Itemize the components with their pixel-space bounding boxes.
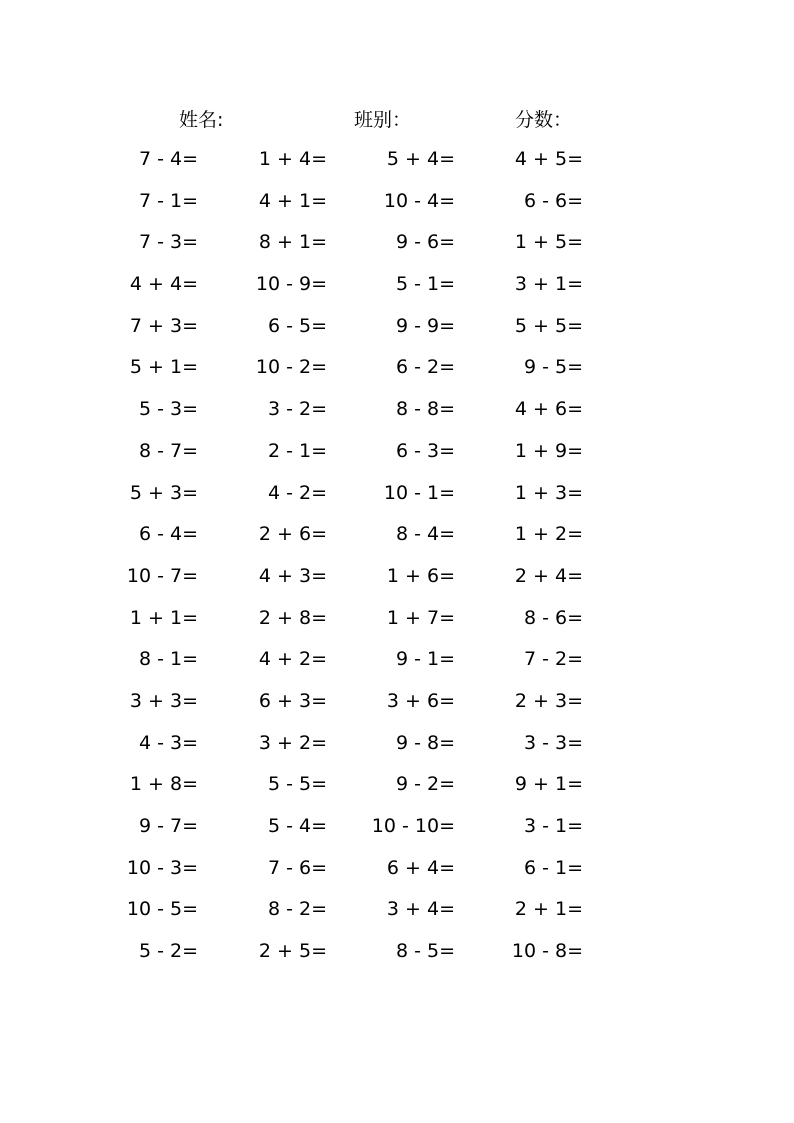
score-label: 分数： — [515, 109, 573, 131]
problem-item: 3 - 2= — [267, 398, 327, 421]
problem-item: 6 - 6= — [523, 189, 583, 212]
problem-item: 2 - 1= — [267, 439, 327, 462]
problem-item: 5 + 5= — [514, 314, 583, 337]
problem-item: 8 + 1= — [258, 231, 327, 254]
problem-item: 10 - 1= — [383, 481, 455, 504]
problem-item: 6 + 4= — [386, 856, 455, 879]
problem-item: 6 - 4= — [138, 523, 198, 546]
problem-item: 3 - 1= — [523, 815, 583, 837]
problem-row — [0, 389, 794, 431]
problem-item: 10 - 2= — [255, 356, 327, 379]
problem-item: 5 + 3= — [129, 481, 198, 504]
problem-item: 7 - 2= — [523, 648, 583, 671]
problem-item: 8 - 8= — [395, 398, 455, 421]
problem-item: 3 - 3= — [523, 731, 583, 754]
problem-row — [0, 806, 794, 848]
problem-item: 1 + 4= — [258, 148, 327, 170]
problem-row — [0, 139, 794, 181]
problem-item: 9 - 6= — [395, 231, 455, 254]
problem-item: 5 - 5= — [267, 773, 327, 796]
problem-row — [0, 222, 794, 264]
problem-item: 3 + 1= — [514, 273, 583, 296]
problem-item: 9 - 8= — [395, 731, 455, 754]
problem-item: 10 - 10= — [371, 815, 455, 837]
problem-row — [0, 764, 794, 806]
problem-item: 5 - 4= — [267, 815, 327, 837]
problem-item: 10 - 9= — [255, 273, 327, 296]
problem-row — [0, 431, 794, 473]
problem-item: 6 + 3= — [258, 689, 327, 712]
problem-item: 1 + 8= — [129, 773, 198, 796]
problem-item: 6 - 5= — [267, 314, 327, 337]
problem-item: 4 - 3= — [138, 731, 198, 754]
problem-item: 4 + 4= — [129, 273, 198, 296]
problem-item: 7 - 6= — [267, 856, 327, 879]
problem-item: 1 + 6= — [386, 564, 455, 587]
problem-item: 2 + 6= — [258, 523, 327, 546]
problem-item: 10 - 7= — [126, 564, 198, 587]
problem-item: 7 - 4= — [138, 148, 198, 170]
problem-row — [0, 556, 794, 598]
problem-row — [0, 639, 794, 681]
problem-item: 1 + 2= — [514, 523, 583, 546]
problem-item: 2 + 3= — [514, 689, 583, 712]
problem-item: 6 - 2= — [395, 356, 455, 379]
problem-item: 6 - 1= — [523, 856, 583, 879]
problem-row — [0, 681, 794, 723]
problem-item: 2 + 1= — [514, 898, 583, 921]
problem-row — [0, 514, 794, 556]
problem-item: 2 + 4= — [514, 564, 583, 587]
problem-item: 10 - 5= — [126, 898, 198, 921]
problem-item: 8 - 7= — [138, 439, 198, 462]
problem-item: 9 - 2= — [395, 773, 455, 796]
problem-item: 6 - 3= — [395, 439, 455, 462]
problem-item: 5 - 1= — [395, 273, 455, 296]
problem-item: 3 + 6= — [386, 689, 455, 712]
problem-item: 5 + 4= — [386, 148, 455, 170]
problem-item: 10 - 3= — [126, 856, 198, 879]
problem-item: 7 + 3= — [129, 314, 198, 337]
problem-item: 1 + 7= — [386, 606, 455, 629]
problem-row — [0, 264, 794, 306]
problem-item: 8 - 2= — [267, 898, 327, 921]
worksheet-header — [0, 104, 794, 136]
problem-item: 9 - 5= — [523, 356, 583, 379]
problem-item: 1 + 5= — [514, 231, 583, 254]
problem-row — [0, 598, 794, 640]
problem-item: 2 + 8= — [258, 606, 327, 629]
problem-item: 10 - 8= — [511, 940, 583, 963]
problem-grid — [0, 139, 794, 973]
problem-item: 8 - 4= — [395, 523, 455, 546]
class-label: 班别： — [354, 109, 412, 131]
problem-item: 8 - 1= — [138, 648, 198, 671]
problem-item: 4 + 6= — [514, 398, 583, 421]
problem-item: 10 - 4= — [383, 189, 455, 212]
problem-item: 4 + 2= — [258, 648, 327, 671]
problem-item: 8 - 5= — [395, 940, 455, 963]
problem-item: 9 - 9= — [395, 314, 455, 337]
problem-row — [0, 931, 794, 973]
name-label: 姓名: — [179, 109, 224, 131]
problem-row — [0, 347, 794, 389]
problem-item: 3 + 2= — [258, 731, 327, 754]
problem-item: 9 - 7= — [138, 815, 198, 837]
problem-item: 5 - 3= — [138, 398, 198, 421]
problem-item: 3 + 4= — [386, 898, 455, 921]
problem-item: 7 - 3= — [138, 231, 198, 254]
problem-row — [0, 306, 794, 348]
problem-row — [0, 848, 794, 890]
problem-item: 4 + 5= — [514, 148, 583, 170]
problem-row — [0, 181, 794, 223]
problem-item: 3 + 3= — [129, 689, 198, 712]
problem-item: 2 + 5= — [258, 940, 327, 963]
problem-item: 5 + 1= — [129, 356, 198, 379]
problem-item: 8 - 6= — [523, 606, 583, 629]
problem-item: 1 + 9= — [514, 439, 583, 462]
problem-item: 1 + 1= — [129, 606, 198, 629]
problem-row — [0, 889, 794, 931]
problem-item: 4 - 2= — [267, 481, 327, 504]
problem-row — [0, 723, 794, 765]
problem-item: 7 - 1= — [138, 189, 198, 212]
problem-item: 4 + 1= — [258, 189, 327, 212]
problem-row — [0, 473, 794, 515]
problem-item: 1 + 3= — [514, 481, 583, 504]
problem-item: 9 - 1= — [395, 648, 455, 671]
problem-item: 4 + 3= — [258, 564, 327, 587]
problem-item: 5 - 2= — [138, 940, 198, 963]
problem-item: 9 + 1= — [514, 773, 583, 796]
